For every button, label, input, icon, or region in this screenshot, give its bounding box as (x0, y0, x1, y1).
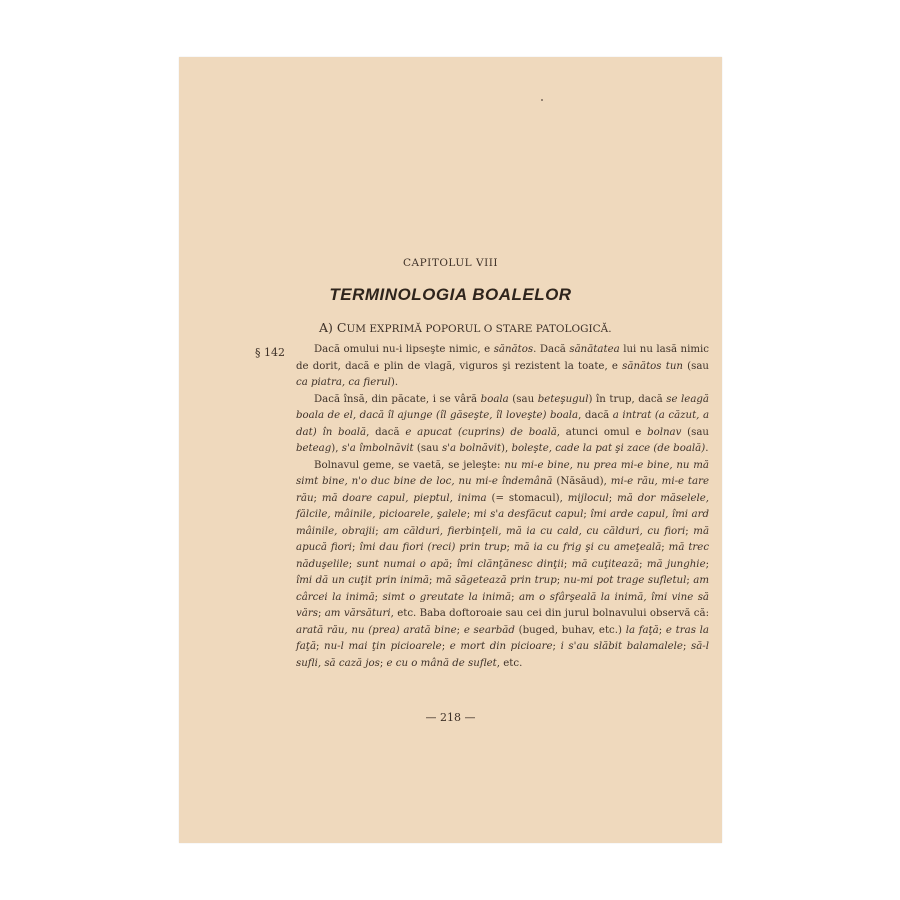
chapter-title: TERMINOLOGIA BOALELOR (329, 285, 572, 304)
text-run: ; (316, 641, 325, 652)
text-run: ; (449, 558, 457, 570)
text-run: (Năsăud), (552, 476, 611, 487)
text-run: ), (331, 443, 342, 454)
text-run: ; (608, 492, 618, 504)
italic-term: mă ia cu frig şi cu ameţeală (513, 542, 662, 553)
italic-term: mă doare capul, pieptul, inima (321, 492, 487, 504)
text-run: ), (500, 443, 512, 454)
italic-term: am vărsături (324, 608, 391, 619)
text-run: , etc. Baba doftoroaie sau cei din jurul bolnavului observă că: (390, 608, 709, 619)
italic-term: îmi arde capul, îmi ard mâinile, obrajii (296, 509, 710, 537)
text-run: (sau (508, 393, 538, 405)
text-run: , atunci omul e (556, 426, 648, 438)
italic-term: mă cuţitează (571, 558, 640, 570)
text-run: (= stomacul), (486, 492, 568, 504)
text-run: ; (552, 641, 561, 652)
text-run: ; (351, 542, 360, 553)
italic-term: la faţă (625, 624, 659, 636)
text-run: (sau (681, 426, 709, 438)
italic-term: mă apucă fiori (296, 525, 710, 553)
text-run: . (705, 443, 709, 454)
italic-term: mă trec năduşelile (296, 542, 710, 570)
italic-term: boleşte, cade la pat şi zace (de boală) (511, 443, 706, 454)
italic-term: bolnav (647, 426, 682, 438)
text-run: (buged, buhav, etc.) (514, 624, 626, 636)
paragraph (296, 458, 709, 673)
italic-term: e apucat (cuprins) de boală (405, 426, 557, 438)
italic-term: mi-e rău, mi-e tare rău (296, 476, 709, 504)
italic-term: nu mi-e bine, nu prea mi-e bine, nu mă simt bine, n'o duc bine de loc, nu mi-e îndemână (296, 459, 709, 487)
text-run: ; (317, 608, 325, 619)
italic-term: îmi dau fiori (reci) prin trup (359, 542, 507, 553)
text-run: ; (456, 624, 464, 636)
text-run: (sau (413, 443, 442, 454)
section-number: § 142 (255, 346, 285, 359)
text-run: ; (556, 575, 564, 586)
italic-term: arată rău, nu (prea) arată bine (296, 624, 457, 636)
italic-term: sănătos (493, 344, 534, 355)
italic-term: am călduri, fierbinţeli, mă ia cu cald, cu călduri, cu fiori (383, 525, 686, 537)
italic-term: mă dor măselele, fălcile, mâinile, picioarele, şalele (296, 492, 710, 520)
italic-term: i s'au slăbit balamalele (560, 641, 683, 652)
text-run: ; (379, 657, 387, 669)
italic-term: sunt numai o apă (356, 558, 449, 570)
text-run: Dacă însă, din păcate, i se vâră (314, 393, 481, 405)
italic-term: mi s'a desfăcut capul (473, 509, 584, 520)
text-run: Dacă omului nu-i lipseşte nimic, e (314, 344, 494, 355)
text-run: ; (583, 509, 591, 520)
text-run: ; (661, 542, 669, 553)
section-heading-prefix: A) C (319, 320, 347, 335)
text-run: ; (686, 575, 694, 586)
italic-term: se leagă boala de el, dacă îl ajunge (îl găseşte, îl loveşte) boala (296, 393, 709, 421)
italic-term: sănătos tun (622, 360, 683, 372)
italic-term: mijlocul (567, 492, 609, 504)
text-run: ; (705, 558, 710, 570)
italic-term: simt o greutate la inimă (382, 591, 512, 603)
italic-term: e cu o mână de suflet (386, 657, 497, 669)
text-run: ; (441, 641, 450, 652)
text-run: ; (639, 558, 647, 570)
text-run: , dacă (366, 426, 406, 438)
text-run: lui nu lasă nimic de dorit, dacă e plin de vlagă, viguros şi rezistent la toate, e (296, 344, 709, 372)
italic-term: s'a îmbolnăvit (341, 443, 414, 454)
text-run: ; (506, 542, 514, 553)
italic-term: boala (480, 393, 509, 405)
italic-term: am o sfârşeală la inimă, îmi vine să vărs (296, 591, 710, 619)
paper-speck (541, 99, 543, 101)
text-run: ; (313, 492, 322, 504)
text-run: (sau (682, 360, 709, 372)
italic-term: îmi clănţănesc dinţii (456, 558, 564, 570)
italic-term: mă săgetează prin trup (435, 575, 557, 586)
section-heading-smallcaps: UM EXPRIMĂ POPORUL O STARE PATOLOGICĂ. (346, 323, 612, 335)
italic-term: s'a bolnăvit (441, 443, 501, 454)
text-run: ; (658, 624, 666, 636)
book-page (179, 57, 722, 843)
text-run: ). (390, 377, 399, 388)
italic-term: îmi dă un cuţit prin inimă (296, 575, 429, 586)
italic-term: a intrat (a căzut, a dat) în boală (296, 410, 710, 438)
text-run: ; (375, 525, 384, 537)
text-run: ; (563, 558, 572, 570)
text-run: , dacă (578, 410, 613, 421)
paragraph (296, 342, 709, 392)
italic-term: nu-mi pot trage sufletul (563, 575, 687, 586)
italic-term: am cârcei la inimă (296, 575, 710, 603)
text-run: ) în trup, dacă (588, 393, 667, 405)
italic-term: e mort din picioare (449, 641, 553, 652)
text-run: ; (428, 575, 436, 586)
chapter-label: CAPITOLUL VIII (402, 257, 499, 269)
text-run: . Dacă (533, 344, 570, 355)
italic-term: nu-l mai ţin picioarele (324, 641, 442, 652)
italic-term: beteşugul (537, 393, 589, 405)
italic-term: e searbăd (463, 624, 515, 636)
italic-term: mă junghie (646, 558, 706, 570)
italic-term: beteag (296, 443, 332, 454)
italic-term: e tras la faţă (296, 624, 709, 652)
body-text (296, 342, 709, 672)
italic-term: ca piatra, ca fierul (296, 377, 391, 388)
italic-term: sănătatea (569, 344, 620, 355)
text-run: ; (374, 591, 383, 603)
italic-term: să-l sufli, să cază jos (296, 641, 709, 669)
text-run: ; (682, 641, 691, 652)
text-run: ; (511, 591, 519, 603)
paragraph (296, 392, 709, 458)
text-run: Bolnavul geme, se vaetă, se jeleşte: (314, 459, 505, 471)
text-run: ; (466, 509, 474, 520)
text-run: , etc. (496, 657, 523, 669)
page-number: — 218 — (425, 711, 476, 724)
section-heading (319, 320, 612, 335)
text-run: ; (348, 558, 357, 570)
text-run: ; (685, 525, 694, 537)
